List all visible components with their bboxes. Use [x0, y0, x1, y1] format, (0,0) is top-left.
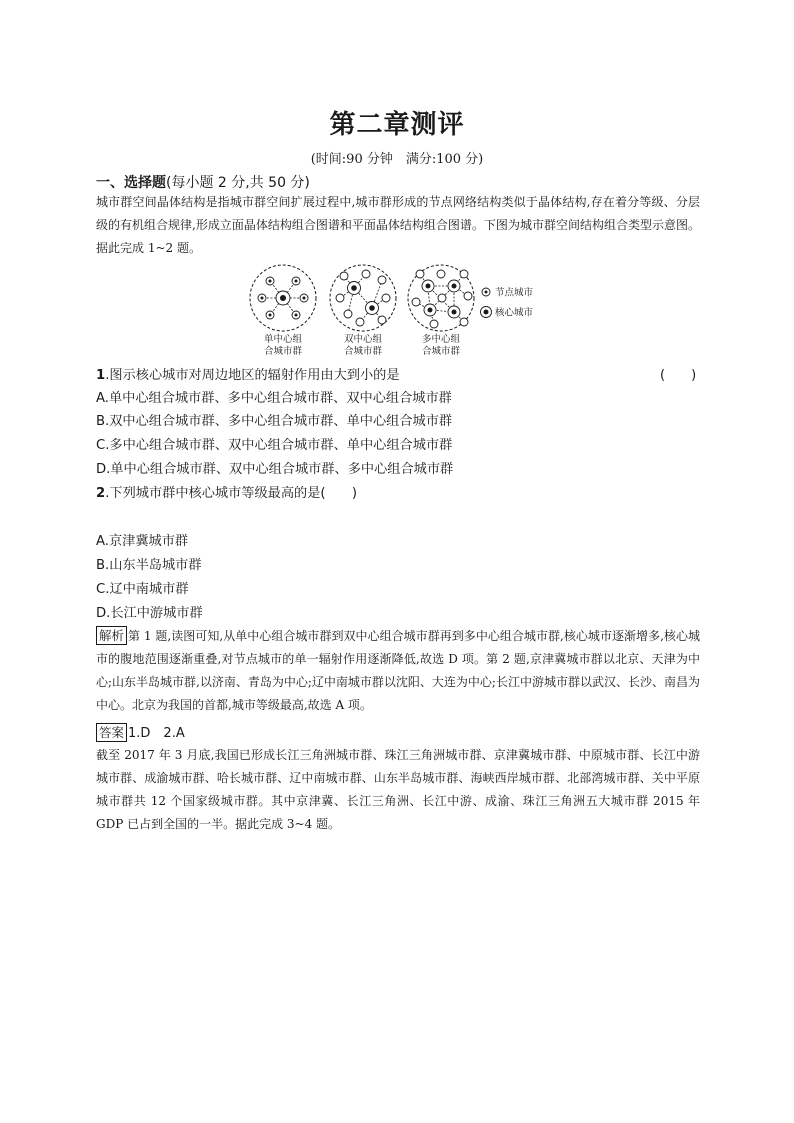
- double-center-cluster: [330, 265, 396, 331]
- caption-single-line2: 合城市群: [263, 346, 303, 357]
- city-cluster-diagram: [244, 262, 564, 362]
- question-2-stem: .下列城市群中核心城市等级最高的是( ): [105, 486, 358, 501]
- question-2-option-a: A.京津冀城市群: [96, 534, 189, 549]
- intro-passage-1: 城市群空间晶体结构是指城市群空间扩展过程中,城市群形成的节点网络结构类似于晶体结构,存在着分等级、分层级的有机组合规律,形成立面晶体结构组合图谱和平面晶体结构组合图谱。下图为城市群空间结构组合类型示意图。据此完成 1~2 题。: [96, 195, 700, 255]
- question-2-option-d: D.长江中游城市群: [96, 606, 203, 621]
- question-1-option-b: B.双中心组合城市群、多中心组合城市群、单中心组合城市群: [96, 414, 453, 429]
- question-2-option-b: B.山东半岛城市群: [96, 558, 202, 573]
- multi-center-cluster: [408, 265, 474, 331]
- legend: [481, 287, 534, 319]
- analysis-text: 第 1 题,读图可知,从单中心组合城市群到双中心组合城市群再到多中心组合城市群,核心城市逐渐增多,核心城市的腹地范围逐渐重叠,对节点城市的单一辐射作用逐渐降低,故选 D 项。第 2 题,京津冀城市群以北京、天津为中心;山东半岛城市群,以济南、青岛为中心;辽中南城市群以沈阳、大连为中心;长江中游城市群以武汉、长沙、南昌为中心。北京为我国的首都,城市等级最高,故选 A 项。: [96, 629, 700, 712]
- caption-multi-line1: 多中心组: [421, 334, 461, 345]
- analysis-block: [96, 625, 700, 717]
- question-2-number: 2: [96, 486, 106, 501]
- caption-single-line1: 单中心组: [263, 334, 303, 345]
- question-2-option-c: C.辽中南城市群: [96, 582, 189, 597]
- caption-double-line2: 合城市群: [343, 346, 383, 357]
- section-heading: [96, 172, 310, 192]
- answer-block: [96, 722, 185, 742]
- analysis-tag: 解析: [96, 626, 127, 645]
- section-title: 一、选择题: [96, 175, 166, 191]
- question-1-number: 1: [96, 368, 106, 383]
- question-1-option-d: D.单中心组合城市群、双中心组合城市群、多中心组合城市群: [96, 462, 454, 477]
- intro-passage-2: 截至 2017 年 3 月底,我国已形成长江三角洲城市群、珠江三角洲城市群、京津冀城市群、中原城市群、长江中游城市群、成渝城市群、哈长城市群、辽中南城市群、山东半岛城市群、海峡西岸城市群、北部湾城市群、关中平原城市群共 12 个国家级城市群。其中京津冀、长江三角洲、长江中游、成渝、珠江三角洲五大城市群 2015 年 GDP 已占到全国的一半。据此完成 3~4 题。: [96, 748, 700, 831]
- question-1-option-c: C.多中心组合城市群、双中心组合城市群、单中心组合城市群: [96, 438, 453, 453]
- answer-tag: 答案: [96, 723, 127, 742]
- caption-double-line1: 双中心组: [343, 334, 383, 345]
- legend-node-city: 节点城市: [495, 287, 534, 299]
- question-1-option-a: A.单中心组合城市群、多中心组合城市群、双中心组合城市群: [96, 391, 452, 406]
- legend-core-city: 核心城市: [495, 307, 534, 319]
- question-1-answer-blank: ( ): [660, 368, 697, 383]
- caption-multi-line2: 合城市群: [421, 346, 461, 357]
- answer-text: 1.D 2.A: [128, 726, 185, 741]
- question-1-stem: .图示核心城市对周边地区的辐射作用由大到小的是: [105, 368, 400, 383]
- question-1: [96, 364, 400, 383]
- exam-info: (时间:90 分钟 满分:100 分): [310, 152, 484, 167]
- question-2: [96, 482, 357, 501]
- single-center-cluster: [250, 265, 316, 331]
- page-title: 第二章测评: [329, 110, 465, 140]
- section-note: (每小题 2 分,共 50 分): [166, 175, 310, 191]
